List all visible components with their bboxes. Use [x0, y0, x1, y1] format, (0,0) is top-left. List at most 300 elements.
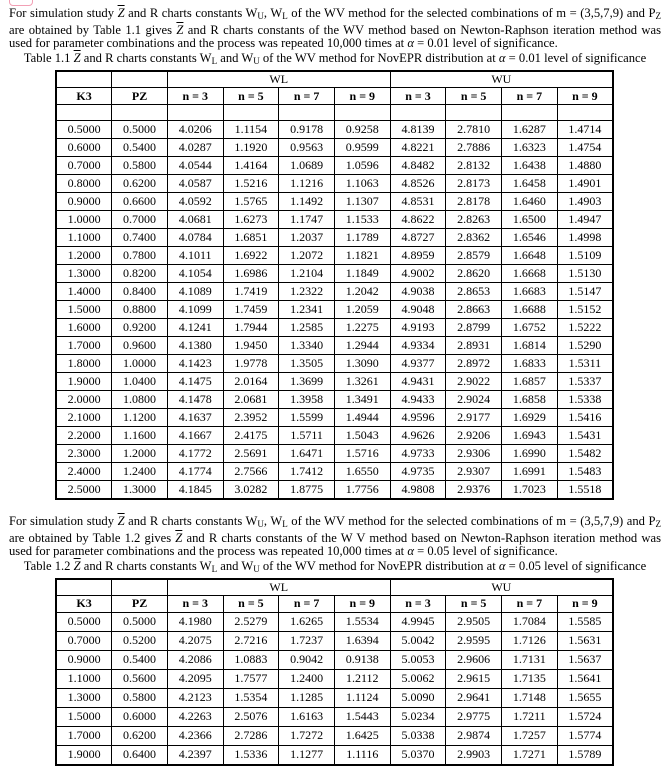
table-cell: 0.9200	[112, 318, 168, 336]
table-cell: 2.9641	[446, 688, 502, 707]
table-cell: 2.8653	[446, 282, 502, 300]
table-cell: 1.0883	[223, 650, 279, 669]
table-cell: 4.1380	[167, 336, 223, 354]
table-cell: 1.4754	[557, 138, 613, 156]
text-run: and W	[217, 558, 254, 573]
empty-cell	[279, 104, 335, 120]
table-cell: 4.8959	[390, 246, 446, 264]
table-cell: 1.5130	[557, 264, 613, 282]
table-cell: 1.6648	[502, 246, 558, 264]
table-cell: 1.6991	[502, 462, 558, 480]
table-row	[56, 156, 613, 174]
zbar-symbol: $\overline{Z}$	[73, 558, 81, 573]
table-cell: 1.5774	[557, 726, 613, 745]
corner-cell	[56, 71, 112, 88]
empty-cell	[446, 104, 502, 120]
table-cell: 2.9775	[446, 707, 502, 726]
table-cell: 1.8000	[56, 354, 112, 372]
table-cell: 1.5443	[334, 707, 390, 726]
subscript-text: Z	[655, 11, 661, 21]
table-cell: 0.6200	[112, 726, 168, 745]
text-run: and R charts constants of the W V method based on Newton-Raphson iteration method was used for parameter combinations and the process was repeated 10,000 times at	[9, 530, 661, 559]
table-cell: 1.5789	[557, 745, 613, 765]
table-cell: 1.2275	[334, 318, 390, 336]
text-run: = 0.01 level of significance.	[413, 36, 558, 51]
table-cell: 2.9376	[446, 480, 502, 499]
table-row	[56, 726, 613, 745]
subscript-text: U	[253, 56, 260, 67]
table-cell: 1.3958	[279, 390, 335, 408]
table-cell: 0.8000	[56, 174, 112, 192]
table-cell: 4.9002	[390, 264, 446, 282]
table-cell: 1.6287	[502, 120, 558, 138]
table-cell: 1.5641	[557, 669, 613, 688]
table-row	[56, 688, 613, 707]
column-header: PZ	[112, 595, 168, 612]
text-run: and W	[217, 51, 254, 66]
table-row	[56, 210, 613, 228]
table-cell: 1.1307	[334, 192, 390, 210]
table-cell: 1.1200	[112, 408, 168, 426]
table-cell: 2.2000	[56, 426, 112, 444]
table-cell: 1.0000	[56, 210, 112, 228]
table-1-1-header	[56, 71, 613, 105]
table-cell: 1.5534	[334, 612, 390, 631]
table-cell: 4.2075	[167, 631, 223, 650]
table-cell: 1.2400	[112, 462, 168, 480]
table-cell: 1.6458	[502, 174, 558, 192]
table-cell: 4.2095	[167, 669, 223, 688]
table-cell: 5.0042	[390, 631, 446, 650]
text-run: of the WV method for NovEPR distribution at	[259, 558, 499, 573]
table-row	[56, 669, 613, 688]
table-1-1-constants	[55, 70, 614, 500]
table-cell: 4.1637	[167, 408, 223, 426]
table-cell: 1.3505	[279, 354, 335, 372]
table-cell: 1.6500	[502, 210, 558, 228]
table-cell: 4.1423	[167, 354, 223, 372]
table-cell: 4.9808	[390, 480, 446, 499]
table-cell: 1.1216	[279, 174, 335, 192]
table-cell: 2.9606	[446, 650, 502, 669]
table-1-2-caption	[9, 560, 661, 577]
table-cell: 4.1241	[167, 318, 223, 336]
table-cell: 4.2366	[167, 726, 223, 745]
table-cell: 4.1099	[167, 300, 223, 318]
table-cell: 2.8620	[446, 264, 502, 282]
corner-cell	[56, 579, 112, 596]
table-cell: 4.1667	[167, 426, 223, 444]
table-cell: 0.5400	[112, 138, 168, 156]
empty-cell	[390, 104, 446, 120]
text-run: are obtained by Table 1.2 gives	[9, 530, 176, 545]
table-cell: 1.5043	[334, 426, 390, 444]
table-cell: 1.5711	[279, 426, 335, 444]
table-cell: 0.9000	[56, 192, 112, 210]
table-cell: 0.6200	[112, 174, 168, 192]
table-cell: 0.5600	[112, 669, 168, 688]
subscript-text: U	[257, 518, 264, 529]
text-run: are obtained by Table 1.1 gives	[9, 22, 177, 37]
column-header: n = 7	[502, 87, 558, 104]
table-cell: 5.0053	[390, 650, 446, 669]
table-row	[56, 462, 613, 480]
table-cell: 0.5800	[112, 688, 168, 707]
table-cell: 1.4880	[557, 156, 613, 174]
table-cell: 0.9258	[334, 120, 390, 138]
annotation-artifact	[9, 0, 33, 6]
text-run: For simulation study	[9, 6, 118, 20]
table-cell: 4.8221	[390, 138, 446, 156]
table-cell: 4.0287	[167, 138, 223, 156]
table-cell: 5.0370	[390, 745, 446, 765]
subscript-text: L	[211, 56, 218, 67]
table-cell: 4.2123	[167, 688, 223, 707]
table-cell: 1.5152	[557, 300, 613, 318]
table-cell: 2.8931	[446, 336, 502, 354]
text-run: and R charts constants W	[80, 51, 212, 66]
table-cell: 4.9596	[390, 408, 446, 426]
table-cell: 0.7000	[56, 156, 112, 174]
table-cell: 2.9024	[446, 390, 502, 408]
table-cell: 1.2585	[279, 318, 335, 336]
table-cell: 4.9038	[390, 282, 446, 300]
table-cell: 1.4998	[557, 228, 613, 246]
text-run: of the WV method for the selected combinations of m = (3,5,7,9) and P	[287, 6, 656, 20]
table-cell: 2.9022	[446, 372, 502, 390]
table-cell: 1.7271	[502, 745, 558, 765]
table-cell: 1.0689	[279, 156, 335, 174]
empty-cell	[223, 104, 279, 120]
table-cell: 0.6000	[56, 138, 112, 156]
column-header: K3	[56, 87, 112, 104]
table-cell: 1.6986	[223, 264, 279, 282]
table-cell: 4.9945	[390, 612, 446, 631]
empty-cell	[56, 104, 112, 120]
table-cell: 2.8799	[446, 318, 502, 336]
table-cell: 1.7084	[502, 612, 558, 631]
table-row	[56, 354, 613, 372]
table-cell: 0.9563	[279, 138, 335, 156]
table-cell: 1.6688	[502, 300, 558, 318]
column-header: n = 5	[446, 87, 502, 104]
table-cell: 4.9433	[390, 390, 446, 408]
table-cell: 1.4164	[223, 156, 279, 174]
alpha-symbol: α	[407, 36, 414, 51]
table-cell: 4.9334	[390, 336, 446, 354]
corner-cell	[112, 71, 168, 88]
table-cell: 1.7577	[223, 669, 279, 688]
table-row	[56, 480, 613, 499]
table-cell: 1.2112	[334, 669, 390, 688]
table-cell: 1.0596	[334, 156, 390, 174]
table-cell: 1.1789	[334, 228, 390, 246]
table-1-2-header	[56, 579, 613, 613]
table-cell: 4.1774	[167, 462, 223, 480]
table-cell: 1.5431	[557, 426, 613, 444]
table-row	[56, 336, 613, 354]
table-row	[56, 650, 613, 669]
group-header-wl: WL	[167, 71, 390, 88]
table-cell: 4.1475	[167, 372, 223, 390]
table-cell: 0.5000	[112, 120, 168, 138]
table-cell: 1.6858	[502, 390, 558, 408]
text-run: , W	[263, 6, 283, 20]
table-cell: 1.6943	[502, 426, 558, 444]
table-cell: 1.3491	[334, 390, 390, 408]
group-header-wl: WL	[167, 579, 390, 596]
table-cell: 0.6400	[112, 745, 168, 765]
table-cell: 1.5585	[557, 612, 613, 631]
table-cell: 1.0000	[112, 354, 168, 372]
table-cell: 1.7131	[502, 650, 558, 669]
table-1-1-caption	[9, 52, 661, 69]
table-cell: 0.9000	[56, 650, 112, 669]
column-header-row	[56, 87, 613, 104]
table-cell: 1.6550	[334, 462, 390, 480]
table-cell: 1.2059	[334, 300, 390, 318]
table-cell: 4.0592	[167, 192, 223, 210]
table-cell: 2.9177	[446, 408, 502, 426]
table-cell: 1.7148	[502, 688, 558, 707]
table-cell: 1.7944	[223, 318, 279, 336]
alpha-symbol: α	[498, 558, 506, 573]
column-header: n = 7	[502, 595, 558, 612]
column-header: n = 5	[223, 595, 279, 612]
table-cell: 1.1124	[334, 688, 390, 707]
table-row	[56, 390, 613, 408]
table-cell: 1.5147	[557, 282, 613, 300]
table-cell: 1.6752	[502, 318, 558, 336]
text-run: For simulation study	[9, 513, 118, 528]
column-header: n = 5	[446, 595, 502, 612]
table-row	[56, 707, 613, 726]
table-cell: 1.5290	[557, 336, 613, 354]
table-cell: 4.9048	[390, 300, 446, 318]
table-cell: 0.8200	[112, 264, 168, 282]
table-cell: 2.3952	[223, 408, 279, 426]
table-cell: 4.8526	[390, 174, 446, 192]
table-cell: 5.0234	[390, 707, 446, 726]
table-cell: 2.0000	[56, 390, 112, 408]
subscript-text: U	[257, 11, 264, 21]
subscript-text: U	[253, 563, 260, 574]
text-run: Table 1.2	[23, 558, 74, 573]
table-cell: 2.7216	[223, 631, 279, 650]
table-cell: 0.6000	[112, 707, 168, 726]
table-cell: 4.1011	[167, 246, 223, 264]
empty-cell	[334, 104, 390, 120]
table-cell: 4.8727	[390, 228, 446, 246]
table-row	[56, 612, 613, 631]
table-row	[56, 426, 613, 444]
table-cell: 0.5000	[112, 612, 168, 631]
table-cell: 1.5222	[557, 318, 613, 336]
table-cell: 0.6600	[112, 192, 168, 210]
table-cell: 2.5000	[56, 480, 112, 499]
table-cell: 2.8173	[446, 174, 502, 192]
table-row	[56, 138, 613, 156]
column-header: n = 9	[557, 595, 613, 612]
table-cell: 4.8531	[390, 192, 446, 210]
table-cell: 1.7459	[223, 300, 279, 318]
table-cell: 0.9138	[334, 650, 390, 669]
table-cell: 5.0090	[390, 688, 446, 707]
text-run: and R charts constants W	[124, 6, 258, 20]
table-row	[56, 228, 613, 246]
table-row	[56, 408, 613, 426]
intro-paragraph-table-1-1	[9, 7, 661, 51]
table-cell: 0.7000	[112, 210, 168, 228]
table-cell: 1.6471	[279, 444, 335, 462]
table-cell: 2.9306	[446, 444, 502, 462]
table-cell: 4.8622	[390, 210, 446, 228]
table-cell: 1.1285	[279, 688, 335, 707]
table-cell: 2.5691	[223, 444, 279, 462]
table-cell: 2.3000	[56, 444, 112, 462]
table-row	[56, 631, 613, 650]
table-cell: 2.0164	[223, 372, 279, 390]
table-cell: 0.8800	[112, 300, 168, 318]
table-cell: 1.6460	[502, 192, 558, 210]
column-header: n = 3	[390, 595, 446, 612]
table-cell: 1.7257	[502, 726, 558, 745]
table-cell: 4.9735	[390, 462, 446, 480]
table-cell: 1.5599	[279, 408, 335, 426]
table-cell: 2.9615	[446, 669, 502, 688]
table-cell: 1.2000	[56, 246, 112, 264]
table-cell: 2.0681	[223, 390, 279, 408]
group-header-wu: WU	[390, 71, 613, 88]
table-cell: 4.0587	[167, 174, 223, 192]
subscript-text: L	[282, 518, 288, 529]
corner-cell	[112, 579, 168, 596]
table-cell: 2.5076	[223, 707, 279, 726]
table-row	[56, 264, 613, 282]
table-cell: 1.6163	[279, 707, 335, 726]
table-cell: 1.5000	[56, 707, 112, 726]
table-cell: 1.9450	[223, 336, 279, 354]
table-cell: 1.4714	[557, 120, 613, 138]
table-cell: 1.3090	[334, 354, 390, 372]
text-run: and R charts constants W	[124, 513, 258, 528]
table-cell: 0.9042	[279, 650, 335, 669]
column-header: n = 3	[167, 595, 223, 612]
table-cell: 1.5216	[223, 174, 279, 192]
table-cell: 1.8775	[279, 480, 335, 499]
table-cell: 0.5800	[112, 156, 168, 174]
table-cell: 2.7886	[446, 138, 502, 156]
intro-paragraph-table-1-2	[9, 515, 661, 559]
table-row	[56, 282, 613, 300]
table-cell: 2.9505	[446, 612, 502, 631]
table-cell: 0.7000	[56, 631, 112, 650]
empty-cell	[167, 104, 223, 120]
table-cell: 2.8132	[446, 156, 502, 174]
table-cell: 1.2037	[279, 228, 335, 246]
table-cell: 1.3000	[56, 264, 112, 282]
table-cell: 1.5338	[557, 390, 613, 408]
table-cell: 1.6425	[334, 726, 390, 745]
table-cell: 1.3000	[112, 480, 168, 499]
table-cell: 4.9733	[390, 444, 446, 462]
table-cell: 1.6929	[502, 408, 558, 426]
empty-cell	[557, 104, 613, 120]
table-cell: 4.9377	[390, 354, 446, 372]
table-cell: 1.5765	[223, 192, 279, 210]
table-cell: 1.5482	[557, 444, 613, 462]
table-cell: 1.7000	[56, 336, 112, 354]
table-cell: 1.1116	[334, 745, 390, 765]
table-cell: 3.0282	[223, 480, 279, 499]
table-cell: 2.8178	[446, 192, 502, 210]
text-run: and R charts constants W	[80, 558, 212, 573]
table-cell: 5.0062	[390, 669, 446, 688]
table-cell: 1.7412	[279, 462, 335, 480]
table-cell: 2.9307	[446, 462, 502, 480]
column-header: n = 3	[390, 87, 446, 104]
table-cell: 2.8972	[446, 354, 502, 372]
table-cell: 4.1772	[167, 444, 223, 462]
table-1-1-body	[56, 104, 613, 499]
table-cell: 4.2397	[167, 745, 223, 765]
column-header-row	[56, 595, 613, 612]
table-row	[56, 372, 613, 390]
table-cell: 4.8482	[390, 156, 446, 174]
table-cell: 1.2400	[279, 669, 335, 688]
table-row	[56, 246, 613, 264]
table-cell: 1.5337	[557, 372, 613, 390]
table-cell: 1.2072	[279, 246, 335, 264]
table-cell: 1.1920	[223, 138, 279, 156]
table-row	[56, 745, 613, 765]
table-cell: 1.7211	[502, 707, 558, 726]
table-row	[56, 318, 613, 336]
table-cell: 1.7000	[56, 726, 112, 745]
table-cell: 1.1063	[334, 174, 390, 192]
table-cell: 1.6833	[502, 354, 558, 372]
empty-cell	[502, 104, 558, 120]
table-cell: 1.6990	[502, 444, 558, 462]
table-cell: 4.2263	[167, 707, 223, 726]
table-cell: 1.3340	[279, 336, 335, 354]
table-cell: 0.9600	[112, 336, 168, 354]
table-cell: 4.8139	[390, 120, 446, 138]
table-cell: 2.7810	[446, 120, 502, 138]
table-cell: 1.1000	[56, 669, 112, 688]
table-cell: 1.5416	[557, 408, 613, 426]
table-cell: 1.7023	[502, 480, 558, 499]
table-cell: 1.2042	[334, 282, 390, 300]
table-cell: 2.8663	[446, 300, 502, 318]
table-cell: 0.5400	[112, 650, 168, 669]
table-cell: 2.9874	[446, 726, 502, 745]
table-cell: 0.5000	[56, 120, 112, 138]
table-cell: 0.5200	[112, 631, 168, 650]
column-header: n = 7	[279, 595, 335, 612]
table-cell: 1.5518	[557, 480, 613, 499]
table-cell: 1.7126	[502, 631, 558, 650]
table-cell: 1.7419	[223, 282, 279, 300]
table-cell: 4.9431	[390, 372, 446, 390]
subscript-text: Z	[655, 518, 661, 529]
table-cell: 0.7800	[112, 246, 168, 264]
table-cell: 1.6394	[334, 631, 390, 650]
column-header: n = 7	[279, 87, 335, 104]
table-cell: 1.5109	[557, 246, 613, 264]
table-cell: 2.4175	[223, 426, 279, 444]
table-cell: 1.4903	[557, 192, 613, 210]
